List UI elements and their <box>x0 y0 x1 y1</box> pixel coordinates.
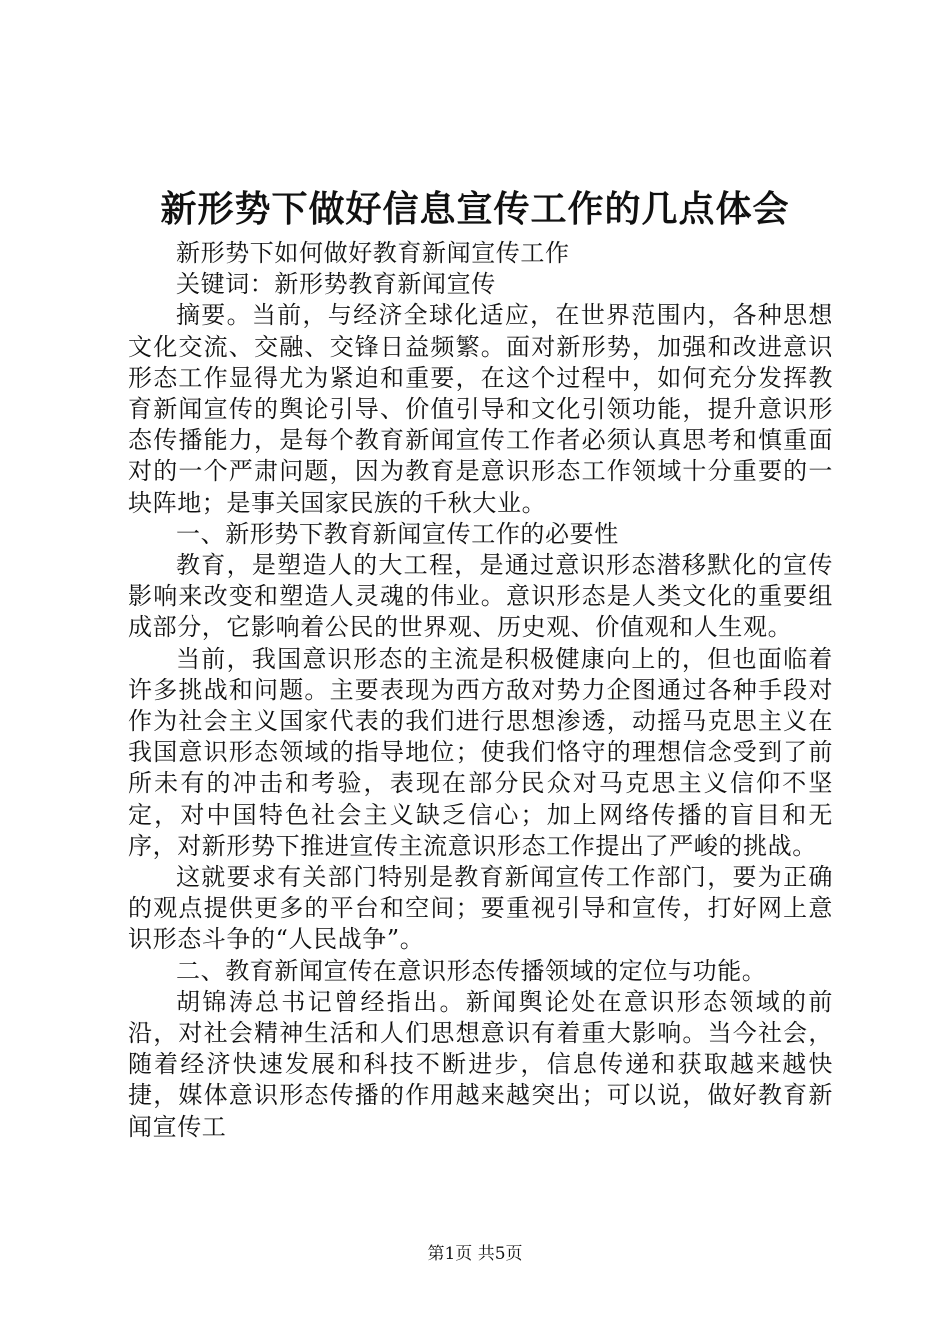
body-paragraph: 教育，是塑造人的大工程，是通过意识形态潜移默化的宣传影响来改变和塑造人灵魂的伟业。意识形态是人类文化的重要组成部分，它影响着公民的世界观、历史观、价值观和人生观。 <box>128 551 833 642</box>
body-paragraph: 胡锦涛总书记曾经指出。新闻舆论处在意识形态领域的前沿，对社会精神生活和人们思想意识有着重大影响。当今社会，随着经济快速发展和科技不断进步，信息传递和获取越来越快捷，媒体意识形态传播的作用越来越突出；可以说，做好教育新闻宣传工 <box>128 987 833 1141</box>
subtitle-paragraph: 新形势下如何做好教育新闻宣传工作 <box>176 239 570 267</box>
page-number-footer: 第1页 共5页 <box>427 1244 523 1264</box>
document-body <box>128 238 833 1143</box>
body-paragraph: 当前，我国意识形态的主流是积极健康向上的，但也面临着许多挑战和问题。主要表现为西方敌对势力企图通过各种手段对作为社会主义国家代表的我们进行思想渗透，动摇马克思主义在我国意识形态领域的指导地位；使我们恪守的理想信念受到了前所未有的冲击和考验，表现在部分民众对马克思主义信仰不坚定，对中国特色社会主义缺乏信心；加上网络传播的盲目和无序，对新形势下推进宣传主流意识形态工作提出了严峻的挑战。 <box>128 644 833 860</box>
keywords-paragraph: 关键词：新形势教育新闻宣传 <box>176 270 496 299</box>
body-paragraph: 这就要求有关部门特别是教育新闻宣传工作部门，要为正确的观点提供更多的平台和空间；要重视引导和宣传，打好网上意识形态斗争的“人民战争”。 <box>128 863 833 954</box>
abstract-paragraph: 摘要。当前，与经济全球化适应，在世界范围内，各种思想文化交流、交融、交锋日益频繁。面对新形势，加强和改进意识形态工作显得尤为紧迫和重要，在这个过程中，如何充分发挥教育新闻宣传的舆论引导、价值引导和文化引领功能，提升意识形态传播能力，是每个教育新闻宣传工作者必须认真思考和慎重面对的一个严肃问题，因为教育是意识形态工作领域十分重要的一块阵地；是事关国家民族的千秋大业。 <box>128 301 833 517</box>
section-heading-2: 二、教育新闻宣传在意识形态传播领域的定位与功能。 <box>176 956 767 985</box>
section-heading-1: 一、新形势下教育新闻宣传工作的必要性 <box>176 519 619 548</box>
document-title: 新形势下做好信息宣传工作的几点体会 <box>160 188 790 230</box>
